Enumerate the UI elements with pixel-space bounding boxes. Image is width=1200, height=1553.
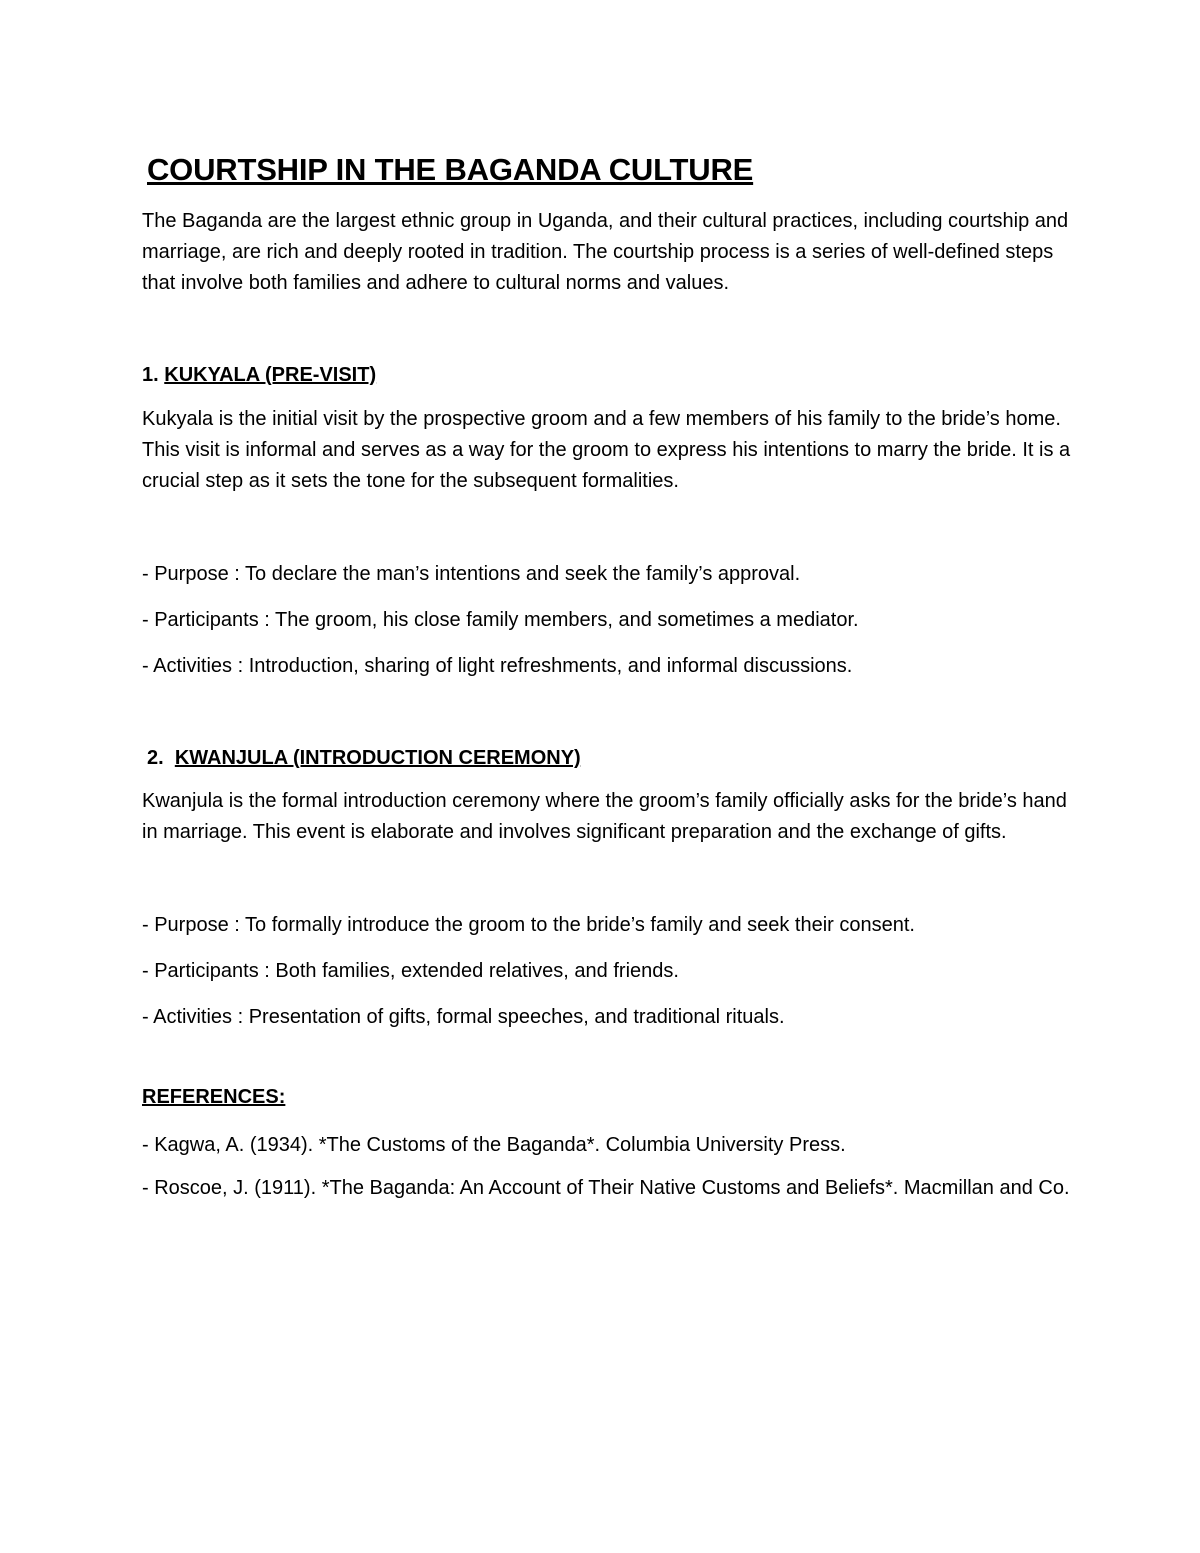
intro-paragraph: The Baganda are the largest ethnic group in Uganda, and their cultural practices, including courtship and marriage, are rich and deeply rooted in tradition. The courtship process is a series of well-defined steps that involve both families and adhere to cultural norms and values. (142, 210, 1069, 294)
bullet-item: - Activities : Introduction, sharing of light refreshments, and informal discussions. (142, 655, 853, 677)
bullet-item: - Activities : Presentation of gifts, formal speeches, and traditional rituals. (142, 1006, 785, 1028)
reference-item: - Kagwa, A. (1934). *The Customs of the Baganda*. Columbia University Press. (142, 1134, 846, 1156)
bullet-item: - Participants : The groom, his close family members, and sometimes a mediator. (142, 609, 859, 631)
section-number: 1. (142, 364, 159, 386)
document-content (142, 150, 1072, 1204)
reference-item: - Roscoe, J. (1911). *The Baganda: An Account of Their Native Customs and Beliefs*. Macmillan and Co. (142, 1177, 1070, 1199)
bullet-item: - Participants : Both families, extended relatives, and friends. (142, 960, 679, 982)
section-heading-kwanjula (142, 744, 1072, 772)
section-body-kwanjula: Kwanjula is the formal introduction ceremony where the groom’s family officially asks for the bride’s hand in marriage. This event is elaborate and involves significant preparation and the exchange of gifts. (142, 790, 1067, 843)
section-number: 2. (147, 747, 164, 769)
section-heading-text: KWANJULA (INTRODUCTION CEREMONY) (174, 747, 581, 769)
bullet-item: - Purpose : To declare the man’s intentions and seek the family’s approval. (142, 563, 801, 585)
section-body-kukyala: Kukyala is the initial visit by the prospective groom and a few members of his family to the bride’s home. This visit is informal and serves as a way for the groom to express his intentions to marry the bride. It is a crucial step as it sets the tone for the subsequent formalities. (142, 408, 1071, 492)
references-heading: REFERENCES: (142, 1086, 286, 1108)
document-title: COURTSHIP IN THE BAGANDA CULTURE (147, 152, 754, 187)
section-heading-text: KUKYALA (PRE-VISIT) (164, 364, 377, 386)
bullet-item: - Purpose : To formally introduce the groom to the bride’s family and seek their consent. (142, 914, 915, 936)
section-heading-kukyala (142, 361, 1072, 389)
